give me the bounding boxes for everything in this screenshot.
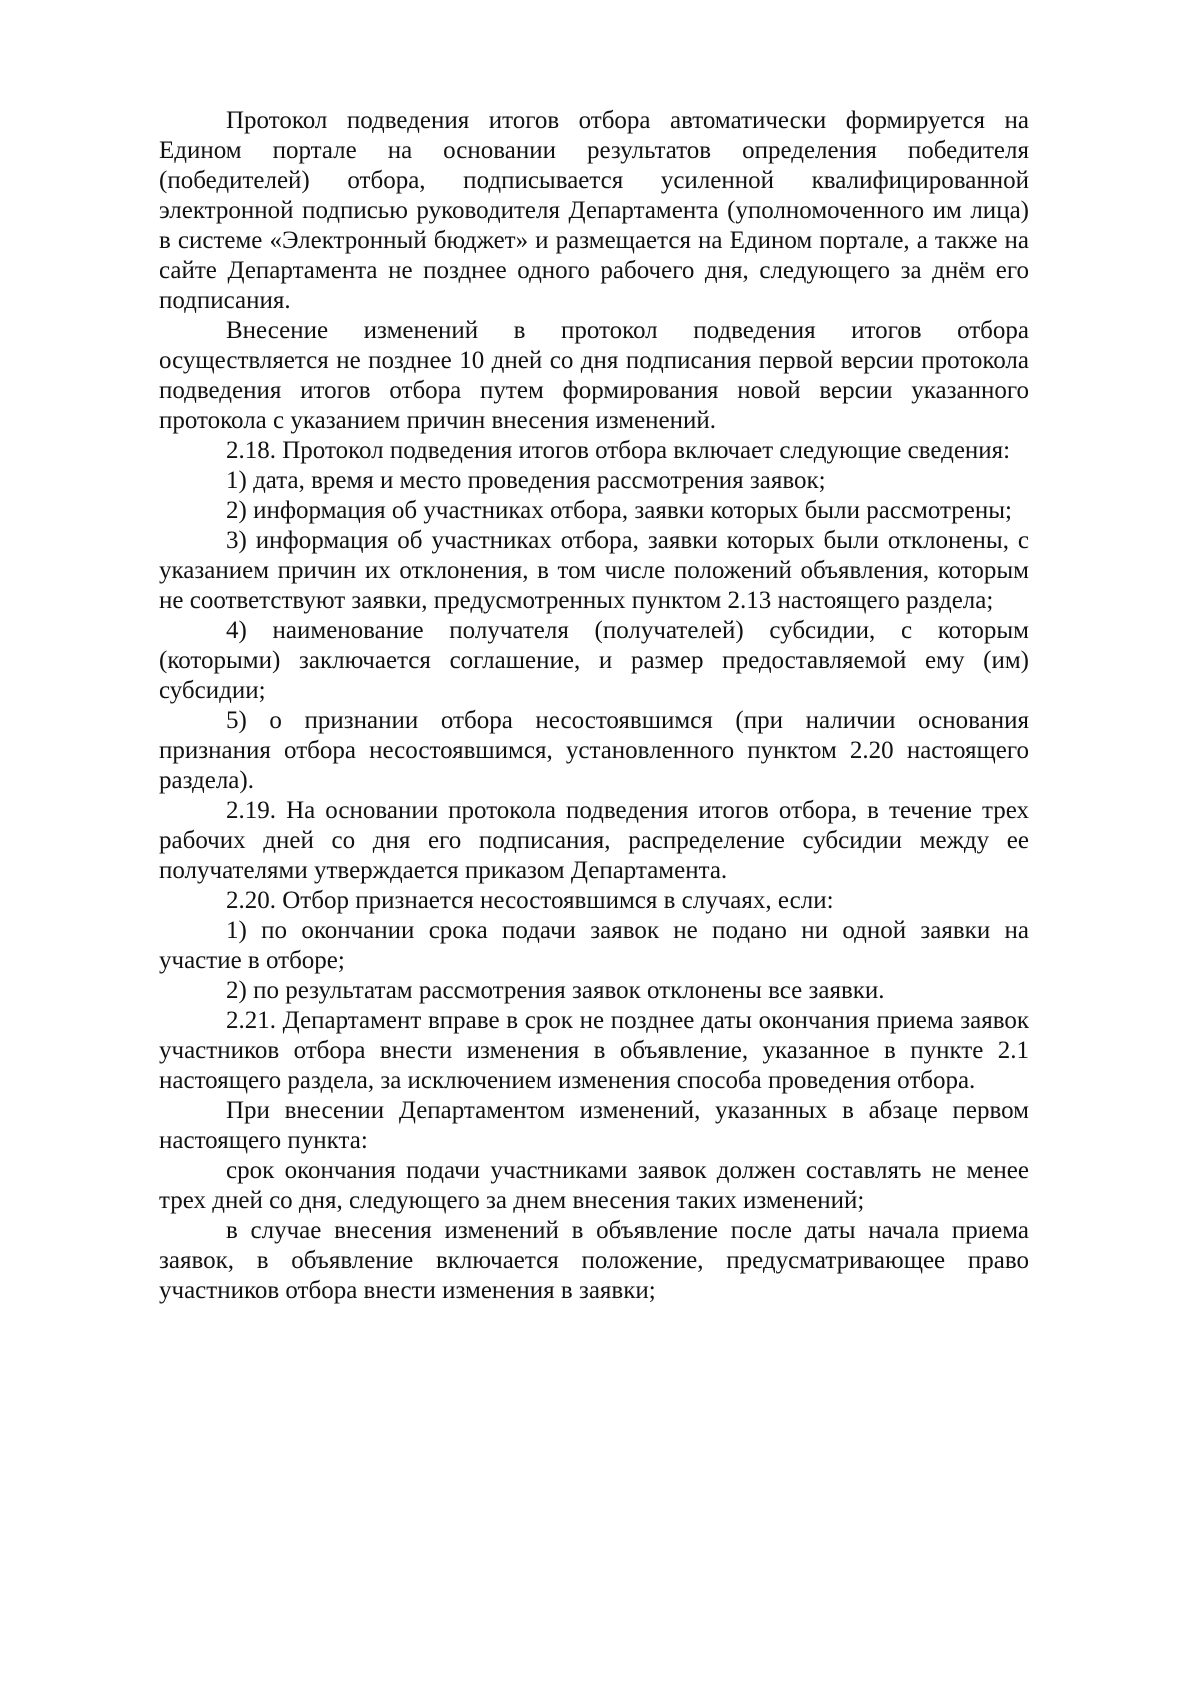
list-item-2-20-1: 1) по окончании срока подачи заявок не подано ни одной заявки на участие в отборе; (159, 917, 1029, 974)
list-item-2-18-4: 4) наименование получателя (получателей) субсидии, с которым (которыми) заключается соглашение, и размер предоставляемой ему (им) субсидии; (159, 617, 1029, 704)
paragraph-2-20: 2.20. Отбор признается несостоявшимся в случаях, если: (226, 887, 834, 914)
document-page (159, 106, 1029, 1306)
list-item-2-18-2: 2) информация об участниках отбора, заявки которых были рассмотрены; (226, 497, 1012, 524)
paragraph-protocol-amendments: Внесение изменений в протокол подведения итогов отбора осуществляется не позднее 10 дней со дня подписания первой версии протокола подведения итогов отбора путем формирования новой версии указанного протокола с указанием причин внесения изменений. (159, 317, 1029, 434)
paragraph-participant-right: в случае внесения изменений в объявление после даты начала приема заявок, в объявление включается положение, предусматривающее право участников отбора внести изменения в заявки; (159, 1217, 1029, 1304)
paragraph-protocol-formation: Протокол подведения итогов отбора автоматически формируется на Едином портале на основании результатов определения победителя (победителей) отбора, подписывается усиленной квалифицированной электронной подписью руководителя Департамента (уполномоченного им лица) в системе «Электронный бюджет» и размещается на Едином портале, а также на сайте Департамента не позднее одного рабочего дня, следующего за днём его подписания. (159, 107, 1029, 314)
paragraph-deadline: срок окончания подачи участниками заявок должен составлять не менее трех дней со дня, следующего за днем внесения таких изменений; (159, 1157, 1029, 1214)
list-item-2-18-5: 5) о признании отбора несостоявшимся (при наличии основания признания отбора несостоявшимся, установленного пунктом 2.20 настоящего раздела). (159, 707, 1029, 794)
list-item-2-20-2: 2) по результатам рассмотрения заявок отклонены все заявки. (226, 977, 885, 1004)
paragraph-2-21-amendments: При внесении Департаментом изменений, указанных в абзаце первом настоящего пункта: (159, 1097, 1029, 1154)
paragraph-2-19: 2.19. На основании протокола подведения итогов отбора, в течение трех рабочих дней со дня его подписания, распределение субсидии между ее получателями утверждается приказом Департамента. (159, 797, 1029, 884)
paragraph-2-21: 2.21. Департамент вправе в срок не позднее даты окончания приема заявок участников отбора внести изменения в объявление, указанное в пункте 2.1 настоящего раздела, за исключением изменения способа проведения отбора. (159, 1007, 1029, 1094)
list-item-2-18-3: 3) информация об участниках отбора, заявки которых были отклонены, с указанием причин их отклонения, в том числе положений объявления, которым не соответствуют заявки, предусмотренных пунктом 2.13 настоящего раздела; (159, 527, 1029, 614)
paragraph-2-18: 2.18. Протокол подведения итогов отбора включает следующие сведения: (226, 437, 1011, 464)
list-item-2-18-1: 1) дата, время и место проведения рассмотрения заявок; (226, 467, 826, 494)
